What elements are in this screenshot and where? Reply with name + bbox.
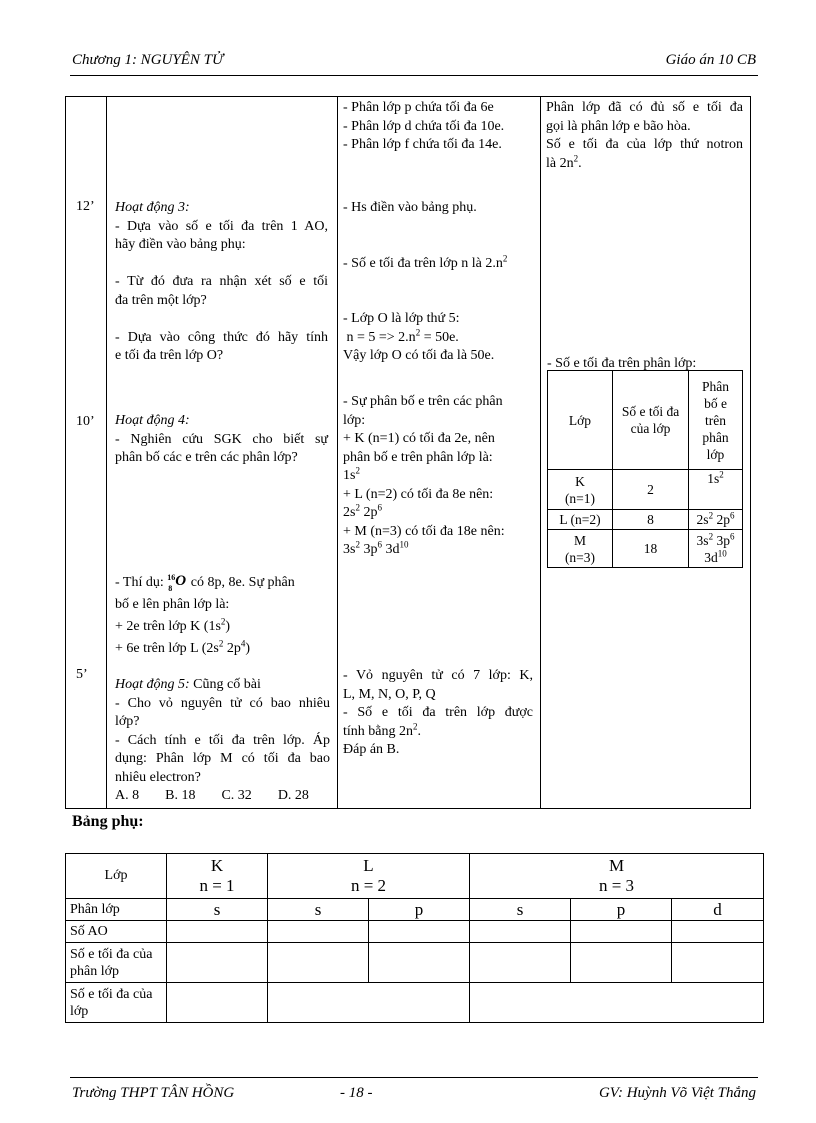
shell-name: K	[210, 856, 224, 875]
shell-name: L	[363, 856, 374, 875]
bp-empty-cell	[268, 983, 470, 1023]
text-line: - Phân lớp d chứa tối đa 10e.	[343, 118, 505, 134]
text-line: - Dựa vào số e tối đa trên 1 AO,	[115, 218, 328, 234]
inner-cell: $1s^2$	[689, 470, 743, 510]
inner-cell: 8	[613, 510, 689, 530]
text-line: đa trên một lớp?	[115, 292, 207, 308]
inner-cell: K (n=1)	[548, 470, 613, 510]
col-border-1	[106, 96, 107, 808]
text-line: lớp?	[115, 714, 140, 729]
blank-line	[115, 255, 328, 274]
lesson-plan-label: Giáo án 10 CB	[665, 52, 756, 68]
text-line: nhiêu electron?	[115, 769, 201, 785]
text-line: - Số e tối đa trên lớp n là $2.n^2$	[343, 252, 508, 271]
text-line: Vậy lớp O có tối đa là 50e.	[343, 348, 495, 363]
text-line: - Phân lớp f chứa tối đa 14e.	[343, 137, 502, 152]
text-line: dụng: Phân lớp M có tối đa bao	[115, 751, 330, 766]
text-line: e tối đa trên lớp O?	[115, 348, 224, 363]
bp-empty-cell	[167, 983, 268, 1023]
page-number: - 18 -	[340, 1085, 373, 1101]
answer-a: A. 8	[115, 788, 140, 803]
bp-empty-cell	[369, 943, 470, 983]
col-border-0	[65, 96, 66, 808]
answer-d: D. 28	[277, 788, 309, 803]
blank-line	[343, 218, 533, 237]
bp-subshell: s	[470, 899, 571, 921]
text-line: phân bố các e trên các phân lớp?	[115, 450, 298, 465]
bp-empty-cell	[470, 983, 764, 1023]
example-rest: có 8p, 8e. Sự phân	[190, 575, 295, 590]
bp-empty-cell	[167, 921, 268, 943]
content-top	[546, 99, 743, 173]
col-border-2	[337, 96, 338, 808]
blank-line	[343, 273, 533, 292]
inner-cell: 2	[613, 470, 689, 510]
inner-cell: L (n=2)	[548, 510, 613, 530]
subshell-max-label: - Số e tối đa trên phân lớp:	[547, 356, 697, 371]
bp-subshell: s	[167, 899, 268, 921]
page-header	[72, 52, 756, 72]
bp-shell-m	[470, 854, 764, 899]
text-line: tính bằng $2n^2$.	[343, 720, 421, 739]
bp-subshell: p	[369, 899, 470, 921]
text-line: - Vỏ nguyên tử có 7 lớp: K,	[343, 668, 533, 683]
bp-empty-cell	[470, 921, 571, 943]
text-line: - Cho vỏ nguyên tử có bao nhiêu	[115, 695, 330, 711]
bp-row-label: Số AO	[66, 921, 167, 943]
text-line: gọi là phân lớp e bão hòa.	[546, 118, 691, 134]
oxygen-isotope-symbol	[167, 572, 187, 593]
element-symbol: O	[175, 573, 187, 589]
text-line: - Sự phân bố e trên các phân	[343, 394, 503, 409]
header-rule	[70, 75, 758, 76]
time-12: 12’	[76, 199, 95, 214]
activity-5	[115, 676, 330, 806]
text-line: + L (n=2) có tối đa 8e nên:	[343, 486, 494, 502]
col-border-3	[540, 96, 541, 808]
example-block	[115, 572, 330, 660]
footer-rule	[70, 1077, 758, 1078]
activity-3-title: Hoạt động 3:	[115, 200, 190, 215]
text-line: - Phân lớp p chứa tối đa 6e	[343, 100, 494, 115]
text-line: $n = 5 => 2.n^2 = 50e$.	[343, 326, 459, 345]
answer-b: B. 18	[165, 788, 196, 803]
bp-empty-cell	[268, 921, 369, 943]
bp-row-label: Phân lớp	[66, 899, 167, 921]
text-line: L, M, N, O, P, Q	[343, 686, 436, 702]
time-5: 5’	[76, 667, 88, 682]
inner-cell: $3s^2$ $3p^6$ $3d^{10}$	[689, 530, 743, 568]
text-line: bố e lên phân lớp là:	[115, 597, 230, 612]
inner-cell: M (n=3)	[548, 530, 613, 568]
bp-empty-cell	[167, 943, 268, 983]
text-line: Số e tối đa của lớp thứ notron	[546, 137, 743, 152]
inner-header-shell: Lớp	[548, 371, 613, 470]
example-prefix: - Thí dụ:	[115, 575, 164, 590]
text-line: + M (n=3) có tối đa 18e nên:	[343, 523, 505, 539]
text-line: + 6e trên lớp L ($2s^2$ $2p^4$)	[115, 638, 250, 656]
auxiliary-table-title: Bảng phụ:	[72, 813, 144, 830]
chapter-title: Chương 1: NGUYÊN TỬ	[72, 52, 224, 68]
bp-empty-cell	[470, 943, 571, 983]
activity-3	[115, 199, 328, 366]
text-line: - Số e tối đa trên lớp được	[343, 705, 533, 720]
blank-line	[115, 310, 328, 329]
bp-lop-header: Lớp	[66, 854, 167, 899]
text-line: - Nghiên cứu SGK cho biết sự	[115, 431, 328, 447]
activity-4	[115, 412, 328, 468]
text-line: + 2e trên lớp K $(1s^2)$	[115, 616, 231, 634]
mass-number: 16	[167, 573, 176, 582]
blank-line	[343, 236, 533, 255]
text-line: $2s^2$ $2p^6$	[343, 502, 382, 520]
activity-5-title: Hoạt động 5:	[115, 677, 190, 692]
shell-n: n = 3	[598, 876, 635, 895]
col-border-4	[750, 96, 751, 808]
text-line: $1s^2$	[343, 465, 360, 483]
text-line: - Hs điền vào bảng phụ.	[343, 200, 477, 215]
bp-subshell: d	[672, 899, 764, 921]
text-line: Đáp án B.	[343, 742, 400, 757]
shell-name: M	[608, 856, 625, 875]
text-line: Phân lớp đã có đủ số e tối đa	[546, 100, 743, 115]
bp-empty-cell	[672, 921, 764, 943]
bp-subshell: p	[571, 899, 672, 921]
text-line: là $2n^2$.	[546, 152, 582, 171]
bp-empty-cell	[672, 943, 764, 983]
lesson-table-bottom-border	[65, 808, 751, 809]
bp-shell-l	[268, 854, 470, 899]
activity-4-title: Hoạt động 4:	[115, 413, 190, 428]
text-line: $3s^2$ $3p^6$ $3d^{10}$	[343, 539, 409, 557]
atomic-number: 8	[168, 584, 173, 593]
bp-empty-cell	[268, 943, 369, 983]
answer-options	[115, 787, 330, 806]
subshell-distribution-table	[547, 370, 743, 568]
auxiliary-table	[65, 853, 764, 1023]
text-line: + K (n=1) có tối đa 2e, nên	[343, 431, 495, 446]
text-line: - Lớp O là lớp thứ 5:	[343, 311, 460, 326]
student-activity-3	[343, 199, 533, 366]
text-line: - Từ đó đưa ra nhận xét số e tối	[115, 274, 328, 289]
bp-empty-cell	[571, 943, 672, 983]
student-activity-5	[343, 667, 533, 760]
inner-header-distribution: Phân bố e trên phân lớp	[689, 371, 743, 470]
text-line: - Dựa vào công thức đó hãy tính	[115, 329, 328, 345]
time-10: 10’	[76, 414, 95, 429]
text-line: phân bố e trên phân lớp là:	[343, 449, 493, 465]
bp-row-label: Số e tối đa của phân lớp	[66, 943, 167, 983]
shell-n: n = 1	[199, 876, 235, 895]
text-line: hãy điền vào bảng phụ:	[115, 237, 246, 252]
activity-5-subtitle: Cũng cố bài	[189, 677, 261, 692]
bp-shell-k	[167, 854, 268, 899]
bp-row-label: Số e tối đa của lớp	[66, 983, 167, 1023]
inner-cell: 18	[613, 530, 689, 568]
bp-empty-cell	[571, 921, 672, 943]
teacher-name: GV: Huỳnh Võ Việt Thắng	[598, 1085, 756, 1101]
lesson-table-top-border	[65, 96, 751, 97]
student-activity-4	[343, 393, 533, 560]
inner-header-max-e: Số e tối đa của lớp	[613, 371, 689, 470]
bp-empty-cell	[369, 921, 470, 943]
page-footer	[72, 1085, 756, 1105]
inner-cell: $2s^2$ $2p^6$	[689, 510, 743, 530]
bp-subshell: s	[268, 899, 369, 921]
student-activity-top	[343, 99, 533, 155]
example-line	[115, 572, 330, 594]
blank-line	[343, 292, 533, 311]
text-line: - Cách tính e tối đa trên lớp. Áp	[115, 732, 330, 748]
activity-5-heading	[115, 676, 330, 695]
shell-n: n = 2	[350, 876, 387, 895]
school-name: Trường THPT TÂN HỒNG	[72, 1085, 235, 1101]
text-line: lớp:	[343, 412, 366, 428]
answer-c: C. 32	[221, 788, 252, 803]
